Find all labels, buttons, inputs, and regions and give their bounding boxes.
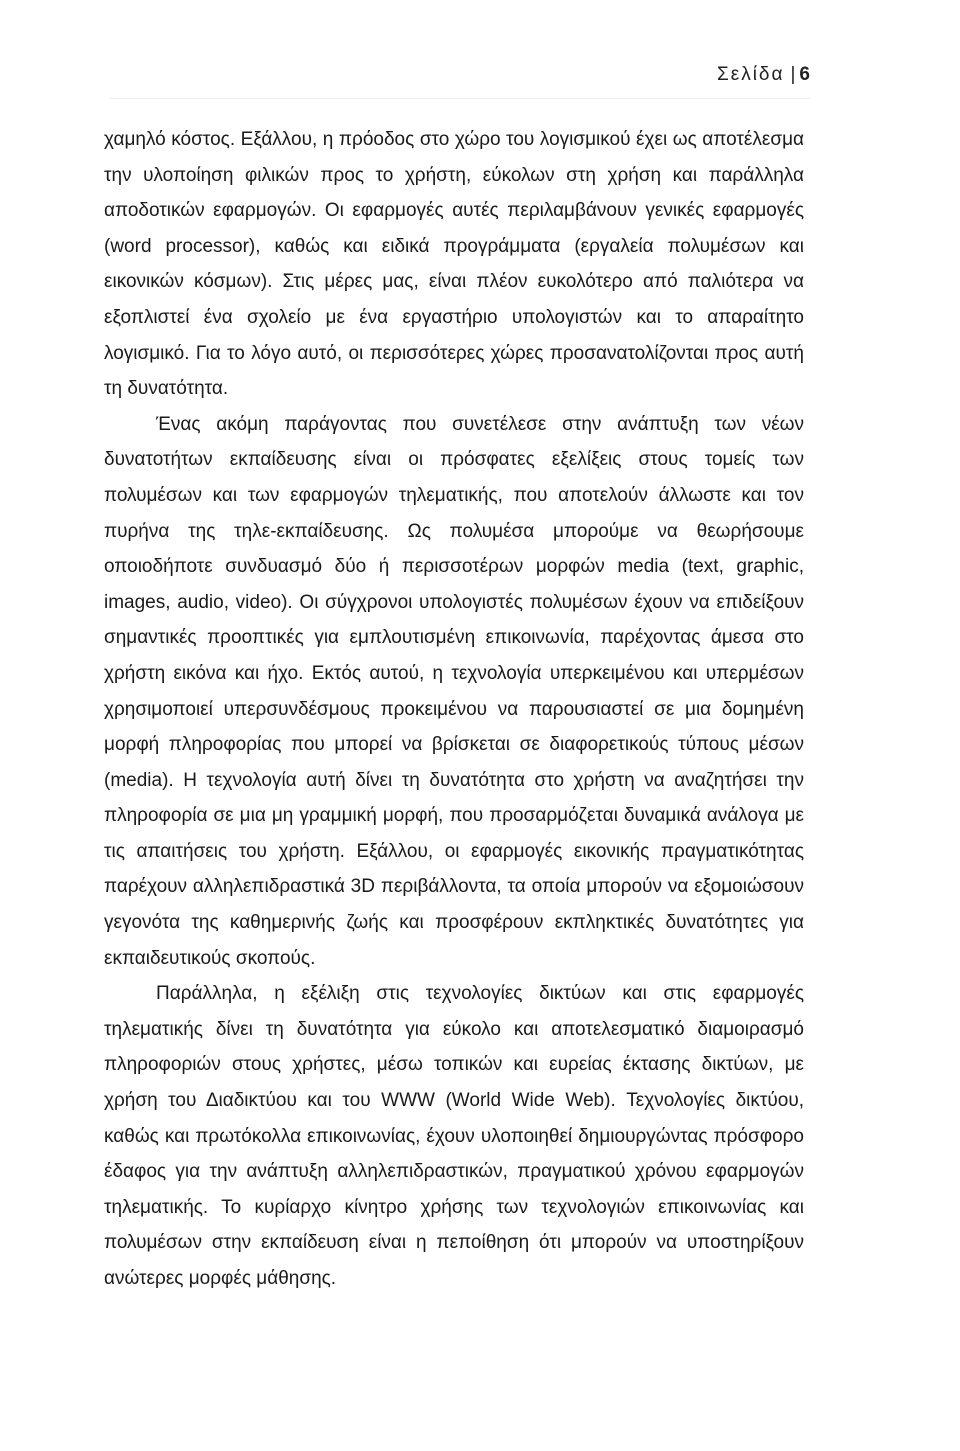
header-rule [110,98,810,99]
page-number: 6 [799,64,810,85]
paragraph-multimedia: Ένας ακόμη παράγοντας που συνετέλεσε στην ανάπτυξη των νέων δυνατοτήτων εκπαίδευσης είναι οι πρόσφατες εξελίξεις στους τομείς των πολυμέσων και των εφαρμογών τηλεματικής, που αποτελούν άλλωστε και τον πυρήνα της τηλε-εκπαίδευσης. Ως πολυμέσα μπορούμε να θεωρήσουμε οποιοδήποτε συνδυασμό δύο ή περισσοτέρων μορφών media (text, graphic, images, audio, video). Οι σύγχρονοι υπολογιστές πολυμέσων έχουν να επιδείξουν σημαντικές προοπτικές για εμπλουτισμένη επικοινωνία, παρέχοντας άμεσα στο χρήστη εικόνα και ήχο. Εκτός αυτού, η τεχνολογία υπερκειμένου και υπερμέσων χρησιμοποιεί υπερσυνδέσμους προκειμένου να παρουσιαστεί σε μια δομημένη μορφή πληροφορίας που μπορεί να βρίσκεται σε διαφορετικούς τύπους μέσων (media). Η τεχνολογία αυτή δίνει τη δυνατότητα στο χρήστη να αναζητήσει την πληροφορία σε μια μη γραμμική μορφή, που προσαρμόζεται δυναμικά ανάλογα με τις απαιτήσεις του χρήστη. Εξάλλου, οι εφαρμογές εικονικής πραγματικότητας παρέχουν αλληλεπιδραστικά 3D περιβάλλοντα, τα οποία μπορούν να εξομοιώσουν γεγονότα της καθημερινής ζωής και προσφέρουν εκπληκτικές δυνατότητες για εκπαιδευτικούς σκοπούς. [104,413,804,969]
body-text [104,122,804,1297]
paragraph-networks: Παράλληλα, η εξέλιξη στις τεχνολογίες δικτύων και στις εφαρμογές τηλεματικής δίνει τη δυνατότητα για εύκολο και αποτελεσματικό διαμοιρασμό πληροφοριών στους χρήστες, μέσω τοπικών και ευρείας έκτασης δικτύων, με χρήση του Διαδικτύου και του WWW (World Wide Web). Τεχνολογίες δικτύου, καθώς και πρωτόκολλα επικοινωνίας, έχουν υλοποιηθεί δημιουργώντας πρόσφορο έδαφος για την ανάπτυξη αλληλεπιδραστικών, πραγματικού χρόνου εφαρμογών τηλεματικής. Το κυρίαρχο κίνητρο χρήσης των τεχνολογιών επικοινωνίας και πολυμέσων στην εκπαίδευση είναι η πεποίθηση ότι μπορούν να υποστηρίξουν ανώτερες μορφές μάθησης. [104,983,804,1289]
header-separator: | [790,64,796,85]
page-label: Σελίδα [716,64,785,85]
page-header [717,64,810,86]
paragraph-continuation: χαμηλό κόστος. Εξάλλου, η πρόοδος στο χώρο του λογισμικού έχει ως αποτέλεσμα την υλοποίηση φιλικών προς το χρήστη, εύκολων στη χρήση και παράλληλα αποδοτικών εφαρμογών. Οι εφαρμογές αυτές περιλαμβάνουν γενικές εφαρμογές (word processor), καθώς και ειδικά προγράμματα (εργαλεία πολυμέσων και εικονικών κόσμων). Στις μέρες μας, είναι πλέον ευκολότερο από παλιότερα να εξοπλιστεί ένα σχολείο με ένα εργαστήριο υπολογιστών και το απαραίτητο λογισμικό. Για το λόγο αυτό, οι περισσότερες χώρες προσανατολίζονται προς αυτή τη δυνατότητα. [104,129,804,400]
